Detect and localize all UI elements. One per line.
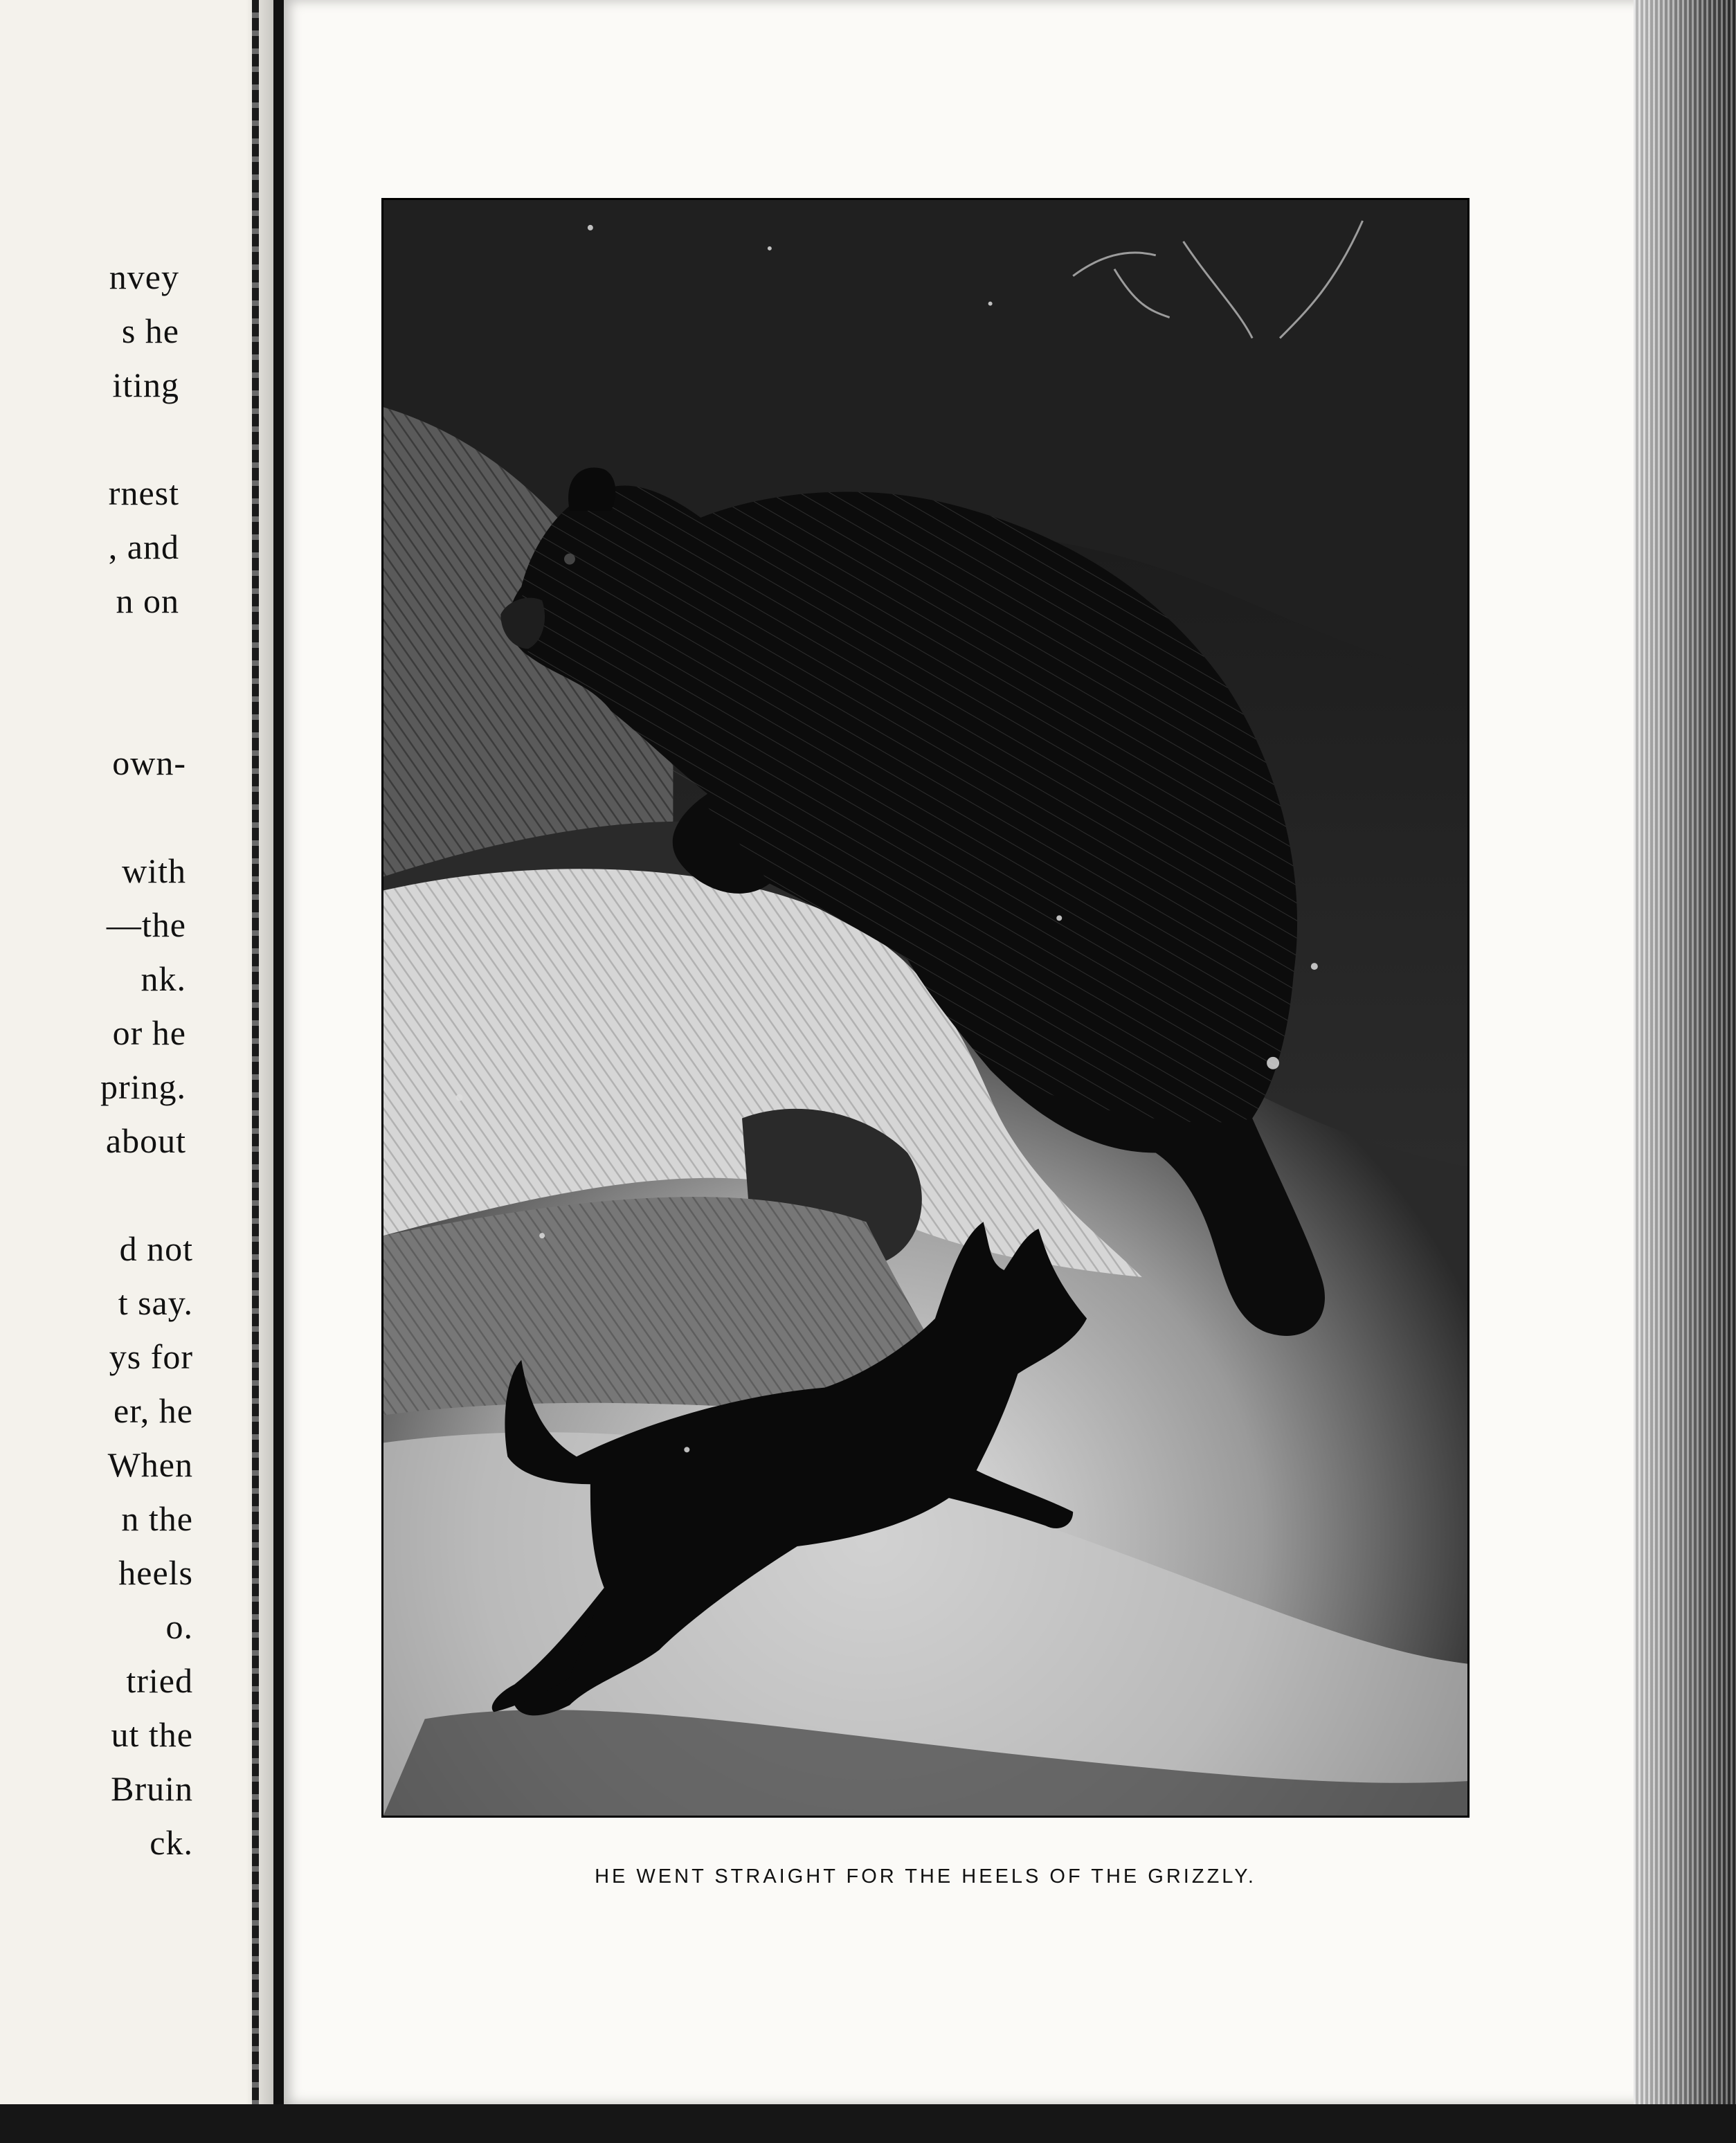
text-line: pring.: [100, 1067, 186, 1106]
text-line: n the: [121, 1499, 193, 1538]
text-line: ck.: [150, 1823, 193, 1862]
text-line: heels: [118, 1553, 193, 1592]
text-line: about: [105, 1121, 186, 1160]
text-line: er, he: [113, 1391, 193, 1430]
text-line: tried: [126, 1661, 193, 1700]
page-edge-lines: [1634, 0, 1736, 2143]
text-line: , and: [108, 527, 179, 566]
text-line: —the: [106, 905, 186, 944]
text-line: rnest: [108, 473, 179, 512]
text-line: with: [122, 851, 186, 890]
illustration-caption: HE WENT STRAIGHT FOR THE HEELS OF THE GRIZZLY.: [595, 1865, 1256, 1888]
text-line: Bruin: [111, 1769, 193, 1808]
illustration-plate: [381, 198, 1470, 1818]
text-line: iting: [112, 365, 179, 404]
text-line: ys for: [109, 1337, 193, 1376]
text-line: nvey: [109, 257, 179, 296]
text-line: When: [107, 1445, 193, 1484]
text-line: nk.: [141, 959, 186, 998]
bottom-shadow: [0, 2104, 1736, 2143]
left-page: [0, 0, 273, 2143]
text-line: or he: [112, 1013, 186, 1052]
gutter-shadow: [246, 0, 273, 2143]
page-edge: [1634, 0, 1736, 2143]
text-line: own-: [112, 743, 186, 782]
text-line: n on: [116, 581, 179, 620]
text-line: d not: [119, 1229, 193, 1268]
book-spine: [252, 0, 259, 2143]
text-line: s he: [121, 311, 179, 350]
text-line: o.: [165, 1607, 193, 1646]
bear-and-dog-illustration: [383, 200, 1467, 1816]
text-line: ut the: [111, 1715, 193, 1754]
text-line: t say.: [118, 1283, 193, 1322]
